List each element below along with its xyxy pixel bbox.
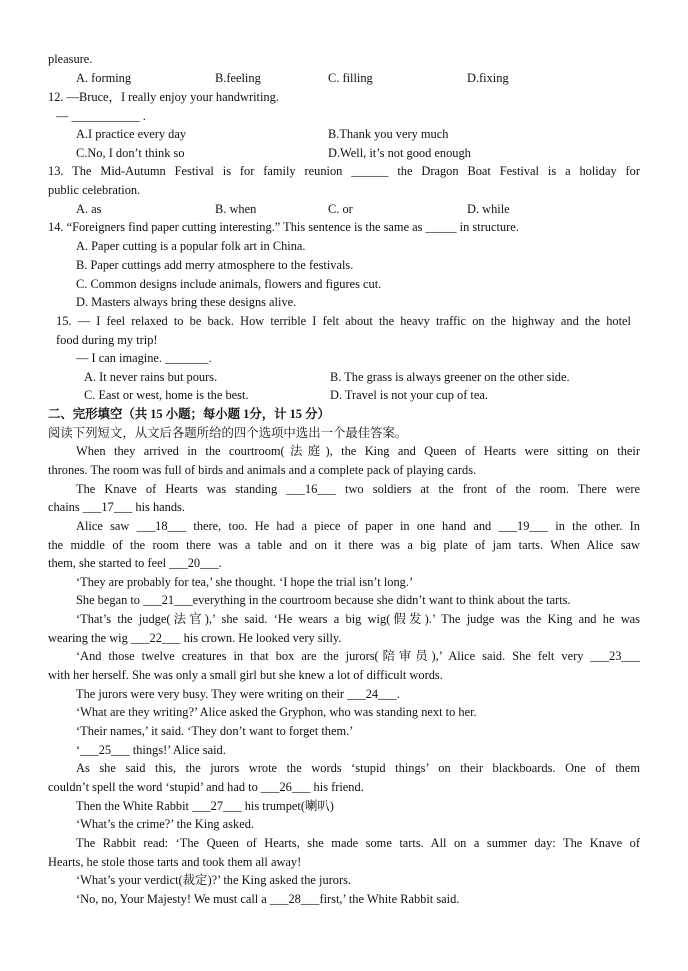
q15-option-d: D. Travel is not your cup of tea. xyxy=(330,388,488,402)
q12-option-c: C.No, I don’t think so xyxy=(76,146,185,160)
q15-stem-line2: food during my trip! xyxy=(56,333,158,347)
q14-stem: 14. “Foreigners find paper cutting interesting.” This sentence is the same as _____ in structure. xyxy=(48,220,519,234)
passage-line-22: The Rabbit read: ‘The Queen of Hearts, she made some tarts. All on a summer day: The Knave of xyxy=(76,836,640,850)
q13-option-d: D. while xyxy=(467,202,510,216)
section-title: 二、完形填空（共 15 小题；每小题 1分，计 15 分） xyxy=(48,407,330,421)
q11-option-b: B.feeling xyxy=(215,71,261,85)
q13-options xyxy=(0,200,688,218)
passage-line-2: thrones. The room was full of birds and animals and a complete pack of playing cards. xyxy=(48,463,477,477)
q15-option-a: A. It never rains but pours. xyxy=(84,370,218,384)
section-instruction: 阅读下列短文，从文后各题所给的四个选项中选出一个最佳答案。 xyxy=(48,426,408,440)
passage-line-23: Hearts, he stole those tarts and took them all away! xyxy=(48,855,302,869)
q12-options-row1 xyxy=(0,125,688,143)
passage-line-3: The Knave of Hearts was standing ___16___ two soldiers at the front of the room. There were xyxy=(76,482,640,496)
q12-option-d: D.Well, it’s not good enough xyxy=(328,146,471,160)
q12-options-row2 xyxy=(0,144,688,162)
passage-line-13: with her herself. She was only a small girl but she knew a lot of difficult words. xyxy=(48,668,443,682)
passage-line-4: chains ___17___ his hands. xyxy=(48,500,185,514)
q15-option-b: B. The grass is always greener on the other side. xyxy=(330,370,570,384)
passage-line-20: Then the White Rabbit ___27___ his trumpet(喇叭) xyxy=(76,799,334,813)
passage-line-8: ‘They are probably for tea,’ she thought. ‘I hope the trial isn’t long.’ xyxy=(76,575,414,589)
q15-options-row1 xyxy=(0,368,688,386)
passage-line-21: ‘What’s the crime?’ the King asked. xyxy=(76,817,254,831)
passage-line-6: the middle of the room there was a table and on it there was a big plate of jam tarts. When Alice saw xyxy=(48,538,640,552)
q15-option-c: C. East or west, home is the best. xyxy=(84,388,249,402)
q13-option-c: C. or xyxy=(328,202,353,216)
q15-options-row2 xyxy=(0,386,688,404)
q11-stem-continuation: pleasure. xyxy=(48,52,93,66)
passage-line-15: ‘What are they writing?’ Alice asked the Gryphon, who was standing next to her. xyxy=(76,705,477,719)
q14-option-b: B. Paper cuttings add merry atmosphere to the festivals. xyxy=(76,258,354,272)
q13-stem-line1: 13. The Mid-Autumn Festival is for family reunion ______ the Dragon Boat Festival is a holiday for xyxy=(48,164,640,178)
q11-options xyxy=(0,69,688,87)
passage-line-24: ‘What’s your verdict(裁定)?’ the King asked the jurors. xyxy=(76,873,352,887)
q12-option-b: B.Thank you very much xyxy=(328,127,449,141)
q14-option-a: A. Paper cutting is a popular folk art in China. xyxy=(76,239,306,253)
q12-stem: 12. —Bruce，I really enjoy your handwriting. xyxy=(48,90,279,104)
q15-reply: — I can imagine. _______. xyxy=(76,351,212,365)
q14-option-c: C. Common designs include animals, flowers and figures cut. xyxy=(76,277,382,291)
passage-line-25: ‘No, no, Your Majesty! We must call a ___28___first,’ the White Rabbit said. xyxy=(76,892,460,906)
q13-option-a: A. as xyxy=(76,202,102,216)
passage-line-5: Alice saw ___18___ there, too. He had a piece of paper in one hand and ___19___ in the other. In xyxy=(76,519,640,533)
q12-blank: — ___________ . xyxy=(56,109,146,123)
passage-line-19: couldn’t spell the word ‘stupid’ and had to ___26___ his friend. xyxy=(48,780,364,794)
passage-line-7: them, she started to feel ___20___. xyxy=(48,556,222,570)
passage-line-17: ‘___25___ things!’ Alice said. xyxy=(76,743,226,757)
passage-line-14: The jurors were very busy. They were writing on their ___24___. xyxy=(76,687,400,701)
passage-line-9: She began to ___21___everything in the courtroom because she didn’t want to think about the tarts. xyxy=(76,593,571,607)
q13-option-b: B. when xyxy=(215,202,257,216)
q15-stem-line1: 15. — I feel relaxed to be back. How terrible I felt about the heavy traffic on the highway and the hotel xyxy=(56,314,631,328)
q14-option-d: D. Masters always bring these designs alive. xyxy=(76,295,297,309)
q11-option-d: D.fixing xyxy=(467,71,509,85)
q11-option-a: A. forming xyxy=(76,71,132,85)
passage-line-18: As she said this, the jurors wrote the words ‘stupid things’ on their blackboards. One of them xyxy=(76,761,640,775)
q11-option-c: C. filling xyxy=(328,71,373,85)
passage-line-11: wearing the wig ___22___ his crown. He looked very silly. xyxy=(48,631,342,645)
passage-line-1: When they arrived in the courtroom(法庭), the King and Queen of Hearts were sitting on their xyxy=(76,444,640,458)
q12-option-a: A.I practice every day xyxy=(76,127,187,141)
passage-line-10: ‘That’s the judge(法官),’ she said. ‘He wears a big wig(假发).’ The judge was the King and he was xyxy=(76,612,640,626)
q13-stem-line2: public celebration. xyxy=(48,183,141,197)
passage-line-12: ‘And those twelve creatures in that box are the jurors(陪审员),’ Alice said. She felt very ___23___ xyxy=(76,649,640,663)
passage-line-16: ‘Their names,’ it said. ‘They don’t want to forget them.’ xyxy=(76,724,354,738)
